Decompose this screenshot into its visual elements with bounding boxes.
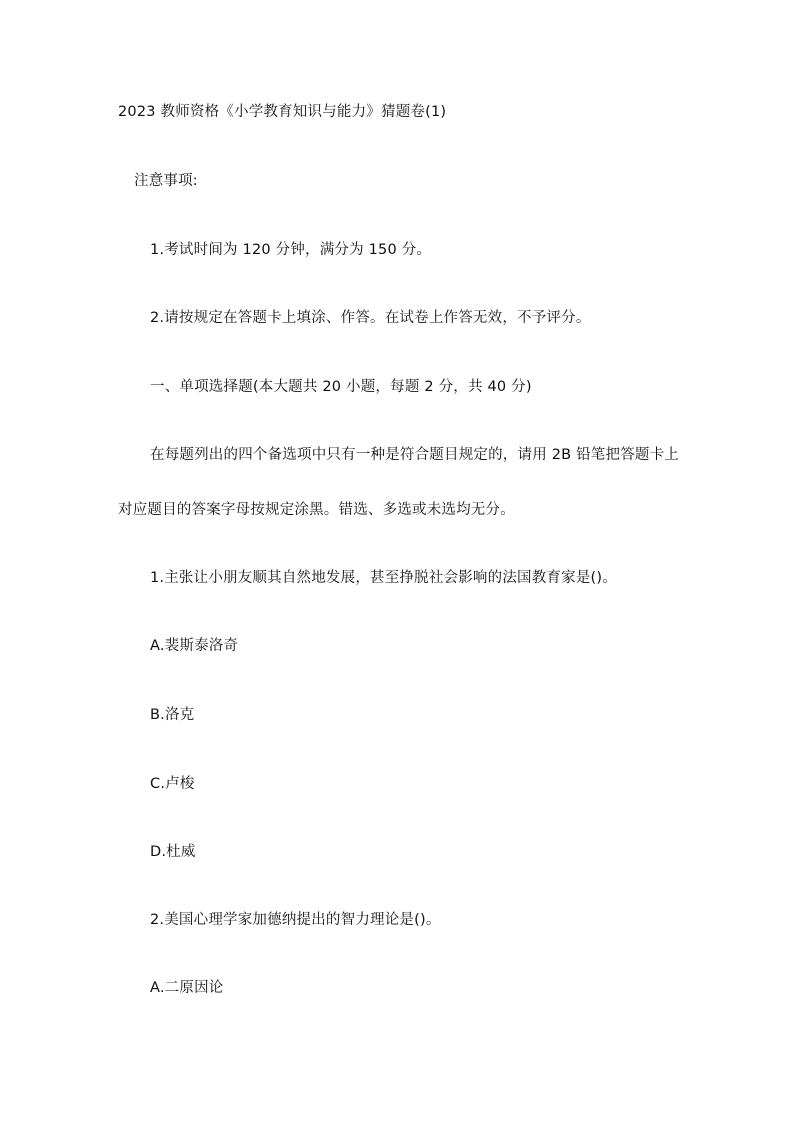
notice-heading: 注意事项: bbox=[134, 173, 198, 189]
question-option: A.二原因论 bbox=[150, 980, 224, 996]
question-stem: 1.主张让小朋友顺其自然地发展，甚至挣脱社会影响的法国教育家是()。 bbox=[150, 570, 617, 586]
question-option: C.卢梭 bbox=[150, 776, 195, 792]
question-option: D.杜威 bbox=[150, 844, 196, 860]
question-option: B.洛克 bbox=[150, 707, 195, 723]
section-heading: 一、单项选择题(本大题共 20 小题，每题 2 分，共 40 分) bbox=[150, 379, 532, 395]
question-option: A.裴斯泰洛奇 bbox=[150, 638, 239, 654]
instructions-line: 在每题列出的四个备选项中只有一种是符合题目规定的，请用 2B 铅笔把答题卡上 bbox=[150, 447, 679, 463]
question-stem: 2.美国心理学家加德纳提出的智力理论是()。 bbox=[150, 912, 441, 928]
instructions-line: 对应题目的答案字母按规定涂黑。错选、多选或未选均无分。 bbox=[118, 502, 515, 518]
notice-item: 1.考试时间为 120 分钟，满分为 150 分。 bbox=[150, 242, 432, 258]
notice-item: 2.请按规定在答题卡上填涂、作答。在试卷上作答无效，不予评分。 bbox=[150, 310, 591, 326]
document-title: 2023 教师资格《小学教育知识与能力》猜题卷(1) bbox=[118, 104, 447, 120]
